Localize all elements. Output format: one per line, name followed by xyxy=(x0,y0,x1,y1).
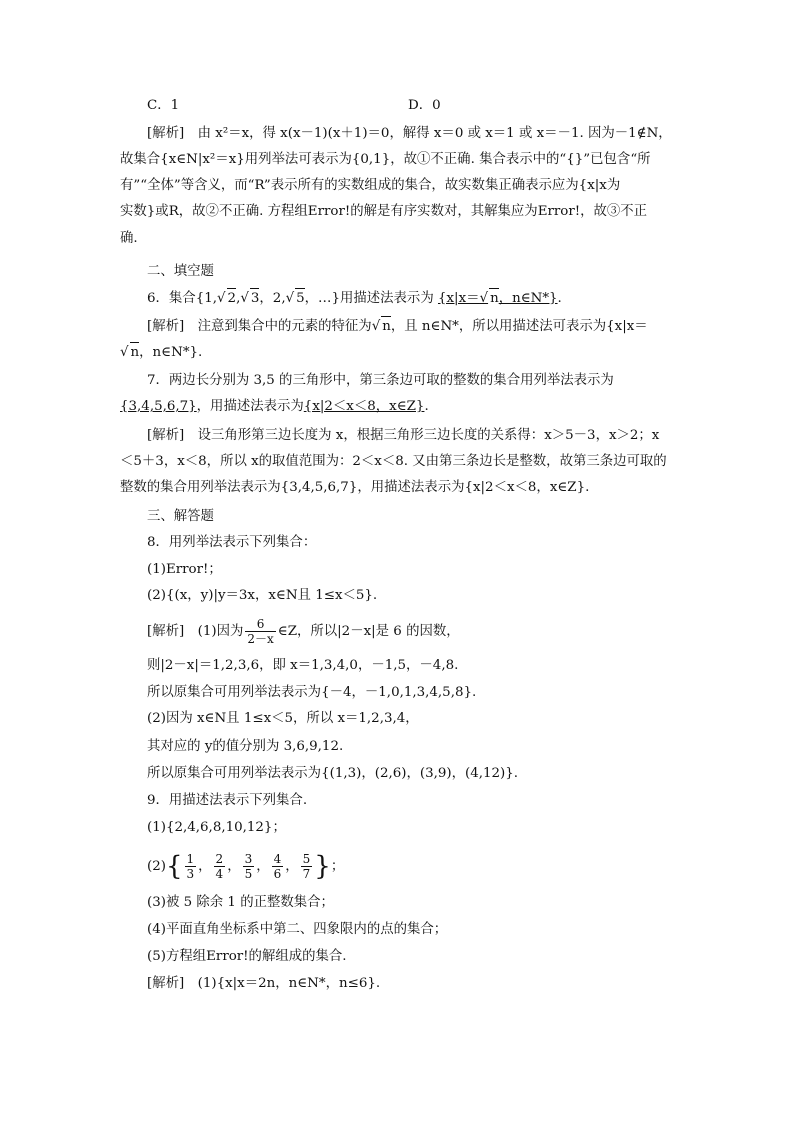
q5-analysis-line-1: [解析] 由 x²＝x，得 x(x－1)(x＋1)＝0，解得 x＝0 或 x＝1 或 x＝－1. 因为－1∉N， xyxy=(147,126,672,141)
q8-analysis-line-4: (2)因为 x∈N且 1≤x＜5，所以 x＝1,2,3,4， xyxy=(147,711,419,726)
q9-analysis-line-1: [解析] (1){x|x＝2n，n∈N*，n≤6}. xyxy=(147,976,381,991)
q6-analysis-line-1: [解析] 注意到集合中的元素的特征为√ n，且 n∈N*，所以用描述法可表示为{x|x＝ xyxy=(147,316,648,337)
question-8-part-2: (2){(x，y)|y＝3x，x∈N且 1≤x＜5}. xyxy=(147,588,378,603)
q7-analysis-line-3: 整数的集合用列举法表示为{3,4,5,6,7}，用描述法表示为{x|2＜x＜8，x∈Z}. xyxy=(120,480,590,495)
choice-d: D．0 xyxy=(408,98,441,113)
question-9-part-2: (2){ $\frac{1}{3}$ ， $\frac{2}{4}$ ， $\frac{3}{5}$ ， $\frac{4}{6}$ ， $\frac{5}{7}$ }； xyxy=(147,851,345,882)
q8-analysis-line-5: 其对应的 y的值分别为 3,6,9,12. xyxy=(147,739,344,754)
question-9-part-1: (1){2,4,6,8,10,12}； xyxy=(147,820,286,835)
q8-analysis-line-3: 所以原集合可用列举法表示为{－4，－1,0,1,3,4,5,8}. xyxy=(147,685,477,700)
question-9-title: 9．用描述法表示下列集合. xyxy=(147,793,308,808)
question-9-part-3: (3)被 5 除余 1 的正整数集合； xyxy=(147,895,334,910)
q8-analysis-line-6: 所以原集合可用列举法表示为{(1,3)，(2,6)，(3,9)，(4,12)}. xyxy=(147,766,519,781)
fraction: $\frac{5}{7}$ xyxy=(302,852,311,881)
q7-answer-list: {3,4,5,6,7} xyxy=(120,399,197,414)
question-7-line-2: {3,4,5,6,7}，用描述法表示为{x|2＜x＜8，x∈Z}. xyxy=(120,399,429,414)
question-6: 6．集合{1,√ 2,√ 3，2,√ 5，…}用描述法表示为 {x|x＝√ n，n∈N*}. xyxy=(147,288,562,309)
fraction: $\frac{4}{6}$ xyxy=(273,852,282,881)
question-9-part-5: (5)方程组Error!的解组成的集合. xyxy=(147,949,347,964)
q7-analysis-line-1: [解析] 设三角形第三边长度为 x，根据三角形三边长度的关系得：x＞5－3，x＞2；x xyxy=(147,428,660,443)
q7-analysis-line-2: ＜5＋3，x＜8，所以 x的取值范围为：2＜x＜8. 又由第三条边长是整数，故第三条边可取的 xyxy=(120,454,667,469)
q6-answer: {x|x＝√ n，n∈N*} xyxy=(438,291,558,306)
q5-analysis-line-4: 实数}或R，故②不正确. 方程组Error!的解是有序实数对，其解集应为Error!，故③不正 xyxy=(120,204,648,219)
section-heading-fill-blank: 二、填空题 xyxy=(147,264,214,279)
fraction: $\frac{2}{4}$ xyxy=(215,852,224,881)
q5-analysis-line-2: 故集合{x∈N|x²＝x}用列举法可表示为{0,1}，故①不正确. 集合表示中的“{}”已包含“所 xyxy=(120,152,651,167)
section-heading-solve: 三、解答题 xyxy=(147,509,214,524)
q8-analysis-line-2: 则|2－x|＝1,2,3,6，即 x＝1,3,4,0，－1,5，－4,8. xyxy=(147,658,459,673)
question-9-part-4: (4)平面直角坐标系中第二、四象限内的点的集合； xyxy=(147,922,448,937)
question-8-part-1: (1)Error!； xyxy=(147,562,222,577)
choice-c: C．1 xyxy=(147,98,180,113)
fraction: $\frac{1}{3}$ xyxy=(186,852,195,881)
q8-analysis-line-1: [解析] (1)因为 $\frac{6}{2-x}$ ∈Z，所以|2－x|是 6 的因数， xyxy=(147,617,460,646)
q7-answer-describe: {x|2＜x＜8，x∈Z} xyxy=(303,399,425,414)
fraction: $\frac{6}{2-x}$ xyxy=(247,617,274,646)
choice-row xyxy=(147,96,179,116)
q6-analysis-line-2: √ n，n∈N*}. xyxy=(120,342,202,363)
question-8-title: 8．用列举法表示下列集合： xyxy=(147,535,317,550)
q5-analysis-line-3: 有”“全体”等含义，而“R”表示所有的实数组成的集合，故实数集正确表示应为{x|x为 xyxy=(120,178,621,193)
q5-analysis-line-5: 确. xyxy=(120,231,138,246)
fraction: $\frac{3}{5}$ xyxy=(244,852,253,881)
question-7-line-1: 7．两边长分别为 3,5 的三角形中，第三条边可取的整数的集合用列举法表示为 xyxy=(147,373,614,388)
